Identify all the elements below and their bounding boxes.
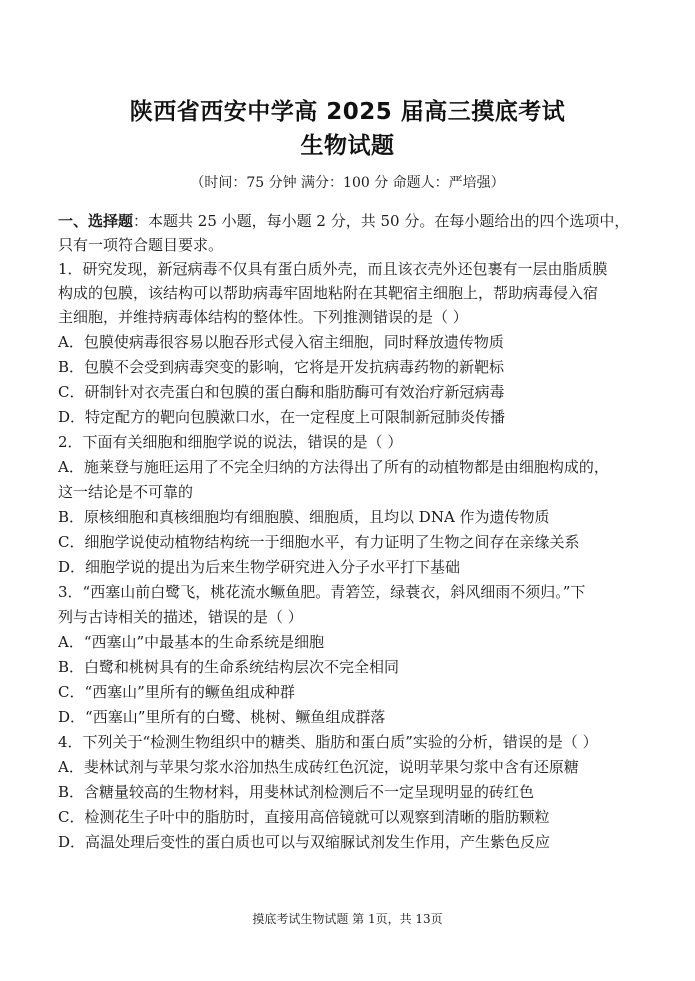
q3-stem-line: 3．“西塞山前白鹭飞，桃花流水鳜鱼肥。青箬笠，绿蓑衣，斜风细雨不须归。”下 xyxy=(58,583,586,601)
q1-option-a: A．包膜使病毒很容易以胞吞形式侵入宿主细胞，同时释放遗传物质 xyxy=(58,333,504,351)
q1-option-c: C．研制针对衣壳蛋白和包膜的蛋白酶和脂肪酶可有效治疗新冠病毒 xyxy=(58,383,505,401)
q4-option-b: B．含糖量较高的生物材料，用斐林试剂检测后不一定呈现明显的砖红色 xyxy=(58,783,535,801)
q1-option-d: D．特定配方的靶向包膜漱口水，在一定程度上可限制新冠肺炎传播 xyxy=(58,408,506,426)
q1-option-b: B．包膜不会受到病毒突变的影响，它将是开发抗病毒药物的新靶标 xyxy=(58,358,505,376)
q1-stem-line: 主细胞，并维持病毒体结构的整体性。下列推测错误的是（ ） xyxy=(58,308,468,326)
q3-option-c: C．“西塞山”里所有的鳜鱼组成种群 xyxy=(58,683,295,701)
q2-option-c: C．细胞学说使动植物结构统一于细胞水平，有力证明了生物之间存在亲缘关系 xyxy=(58,533,580,551)
q4-option-a: A．斐林试剂与苹果匀浆水浴加热生成砖红色沉淀，说明苹果匀浆中含有还原糖 xyxy=(58,758,579,776)
q3-stem-line: 列与古诗相关的描述，错误的是（ ） xyxy=(58,608,303,626)
q4-option-c: C．检测花生子叶中的脂肪时，直接用高倍镜就可以观察到清晰的脂肪颗粒 xyxy=(58,808,550,826)
exam-meta: （时间：75 分钟 满分：100 分 命题人：严培强） xyxy=(190,175,505,191)
q3-option-d: D．“西塞山”里所有的白鹭、桃树、鳜鱼组成群落 xyxy=(58,708,386,726)
q4-stem-line: 4．下列关于“检测生物组织中的糖类、脂肪和蛋白质”实验的分析，错误的是（ ） xyxy=(58,733,598,751)
page-footer: 摸底考试生物试题 第 1页，共 13页 xyxy=(252,912,443,926)
q1-stem-line: 1．研究发现，新冠病毒不仅具有蛋白质外壳，而且该衣壳外还包裹有一层由脂质膜 xyxy=(58,260,608,278)
q1-stem-line: 构成的包膜，该结构可以帮助病毒牢固地粘附在其靶宿主细胞上，帮助病毒侵入宿 xyxy=(58,284,599,302)
q3-option-a: A．“西塞山”中最基本的生命系统是细胞 xyxy=(58,633,325,651)
exam-subtitle: 生物试题 xyxy=(300,133,395,159)
q2-stem-line: 2．下面有关细胞和细胞学说的说法，错误的是（ ） xyxy=(58,433,403,451)
section-intro-line xyxy=(58,211,629,231)
q2-option-a: A．施莱登与施旺运用了不完全归纳的方法得出了所有的动植物都是由细胞构成的， xyxy=(58,458,609,476)
q2-option-b: B．原核细胞和真核细胞均有细胞膜、细胞质，且均以 DNA 作为遗传物质 xyxy=(58,508,550,526)
section-intro-text: ：本题共 25 小题，每小题 2 分，共 50 分。在每小题给出的四个选项中， xyxy=(133,212,630,230)
section-intro-line-2: 只有一项符合题目要求。 xyxy=(58,236,224,254)
q3-option-b: B．白鹭和桃树具有的生命系统结构层次不完全相同 xyxy=(58,658,400,676)
q2-option-d: D．细胞学说的提出为后来生物学研究进入分子水平打下基础 xyxy=(58,558,461,576)
q4-option-d: D．高温处理后变性的蛋白质也可以与双缩脲试剂发生作用，产生紫色反应 xyxy=(58,833,551,851)
q2-option-a-cont: 这一结论是不可靠的 xyxy=(58,483,194,501)
exam-title: 陕西省西安中学高 2025 届高三摸底考试 xyxy=(129,99,566,125)
section-heading: 一、选择题 xyxy=(58,212,134,230)
